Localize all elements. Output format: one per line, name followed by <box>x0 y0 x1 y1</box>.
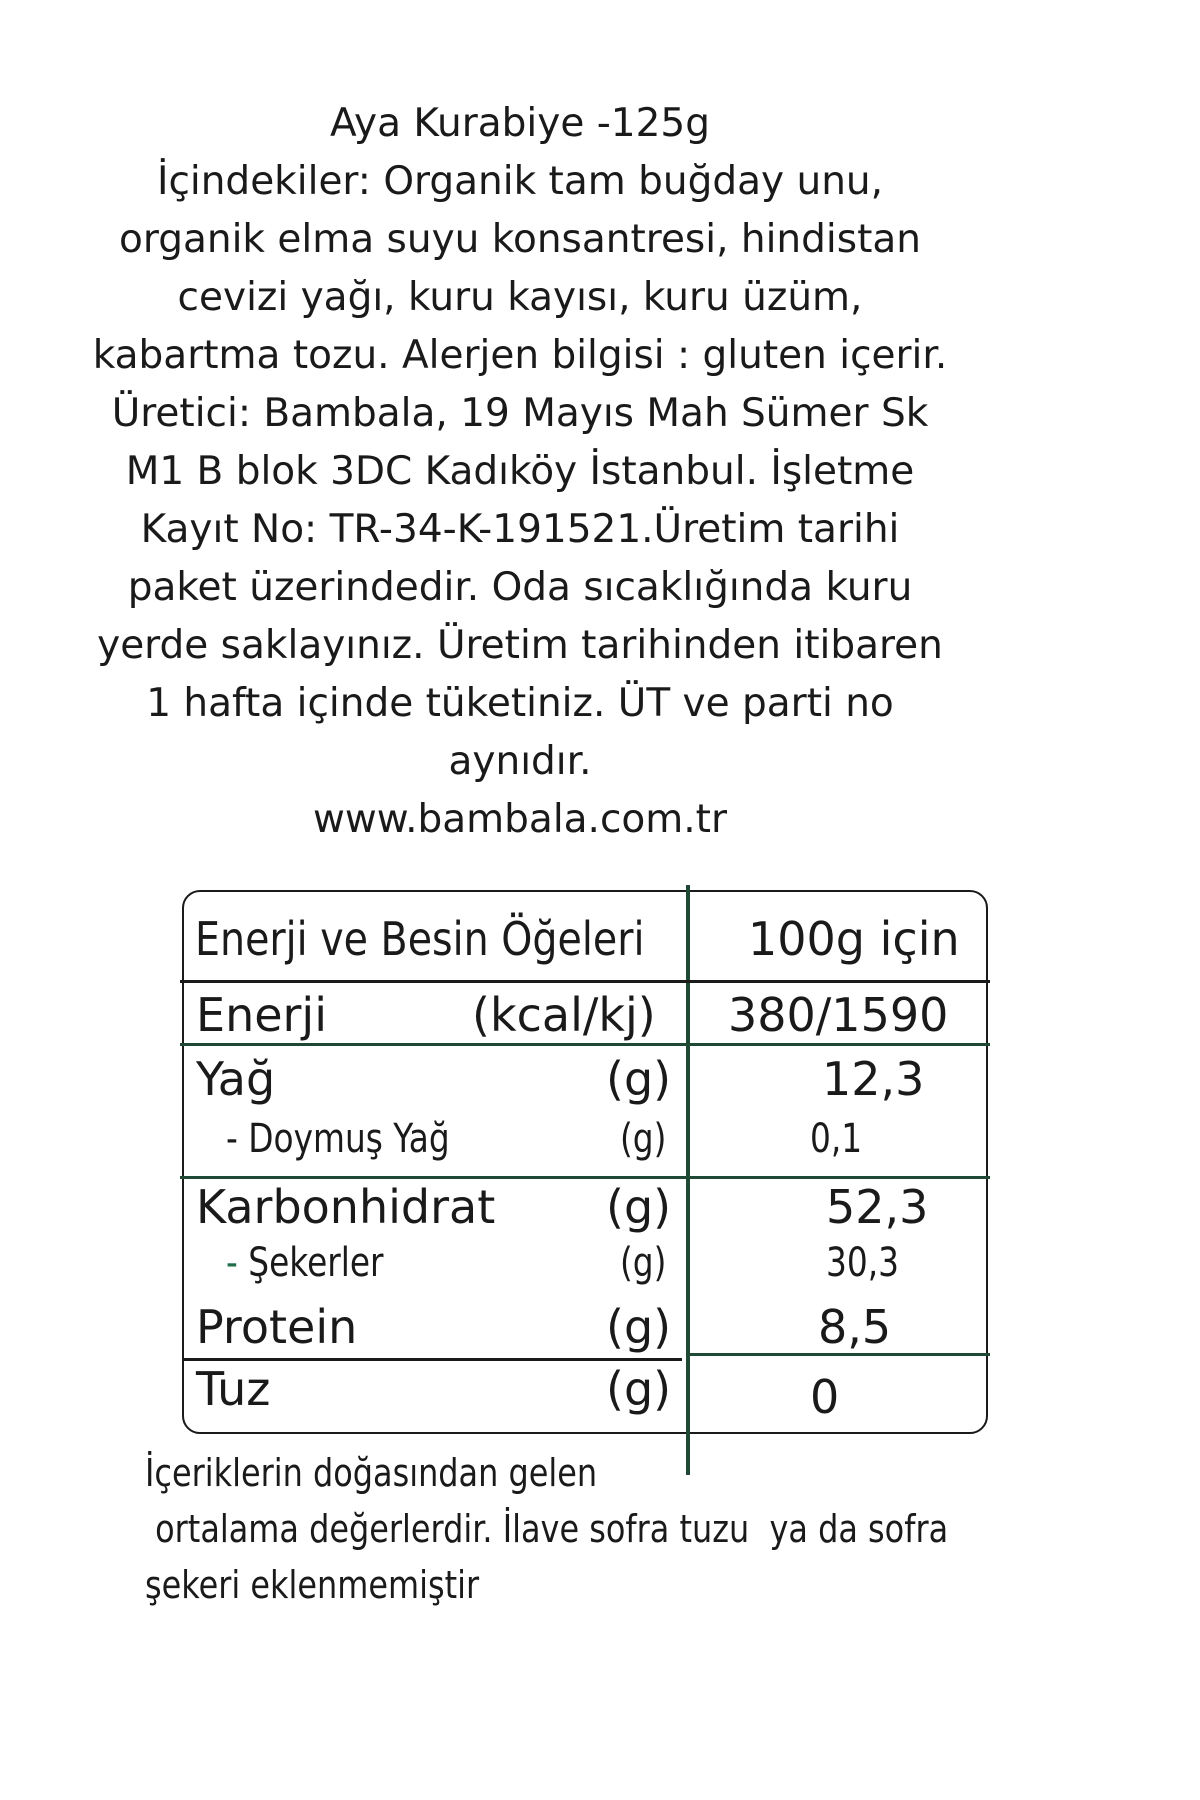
row-value-protein: 8,5 <box>818 1300 892 1354</box>
row-unit-yag: (g) <box>606 1052 672 1106</box>
footnote <box>145 1445 948 1613</box>
row-name-enerji: Enerji <box>196 988 327 1042</box>
footnote-line: İçeriklerin doğasından gelen <box>145 1451 598 1495</box>
website-url: www.bambala.com.tr <box>313 797 727 842</box>
row-rule <box>182 1358 682 1361</box>
row-name-sekerler <box>226 1240 384 1286</box>
label-text-clip <box>0 0 1200 842</box>
row-unit-karbonhidrat: (g) <box>606 1180 672 1234</box>
row-value-yag: 12,3 <box>822 1052 925 1106</box>
row-name-tuz: Tuz <box>196 1362 271 1416</box>
sekerler-dash: - <box>226 1240 238 1286</box>
label-line: 1 hafta içinde tüketiniz. ÜT ve parti no <box>146 681 894 726</box>
row-unit-enerji: (kcal/kj) <box>472 988 656 1042</box>
footnote-line: ortalama değerlerdir. İlave sofra tuzu ya da sofra <box>145 1507 949 1551</box>
row-unit-doymus-yag: (g) <box>620 1116 667 1162</box>
label-line: kabartma tozu. Alerjen bilgisi : gluten içerir. <box>92 333 948 378</box>
row-name-yag: Yağ <box>196 1052 276 1106</box>
row-value-tuz: 0 <box>810 1370 840 1424</box>
label-line: organik elma suyu konsantresi, hindistan <box>119 217 921 262</box>
footnote-line: şekeri eklenmemiştir <box>145 1563 480 1607</box>
row-value-enerji: 380/1590 <box>728 988 949 1042</box>
column-divider <box>686 885 690 1475</box>
product-label-text <box>70 95 970 849</box>
row-rule <box>180 1043 990 1046</box>
label-line: cevizi yağı, kuru kayısı, kuru üzüm, <box>177 275 863 320</box>
row-value-sekerler: 30,3 <box>826 1240 900 1286</box>
row-name-doymus-yag: - Doymuş Yağ <box>226 1116 450 1162</box>
header-rule <box>180 980 990 983</box>
row-value-doymus-yag: 0,1 <box>810 1116 863 1162</box>
product-title: Aya Kurabiye -125g <box>329 101 711 146</box>
row-value-karbonhidrat: 52,3 <box>826 1180 929 1234</box>
label-line: M1 B blok 3DC Kadıköy İstanbul. İşletme <box>125 449 915 494</box>
row-name-karbonhidrat: Karbonhidrat <box>196 1180 496 1234</box>
table-header-value: 100g için <box>748 912 960 966</box>
label-line: aynıdır. <box>448 739 592 784</box>
label-line: yerde saklayınız. Üretim tarihinden itibaren <box>97 623 943 668</box>
sekerler-label: Şekerler <box>248 1240 384 1286</box>
row-rule <box>180 1176 990 1179</box>
table-header-label: Enerji ve Besin Öğeleri <box>195 912 645 966</box>
row-unit-tuz: (g) <box>606 1362 672 1416</box>
label-line: paket üzerindedir. Oda sıcaklığında kuru <box>127 565 913 610</box>
row-unit-protein: (g) <box>606 1300 672 1354</box>
label-line: Kayıt No: TR-34-K-191521.Üretim tarihi <box>140 507 900 552</box>
row-unit-sekerler: (g) <box>620 1240 667 1286</box>
label-line: İçindekiler: Organik tam buğday unu, <box>156 159 884 204</box>
row-name-protein: Protein <box>196 1300 358 1354</box>
label-line: Üretici: Bambala, 19 Mayıs Mah Sümer Sk <box>111 391 929 436</box>
